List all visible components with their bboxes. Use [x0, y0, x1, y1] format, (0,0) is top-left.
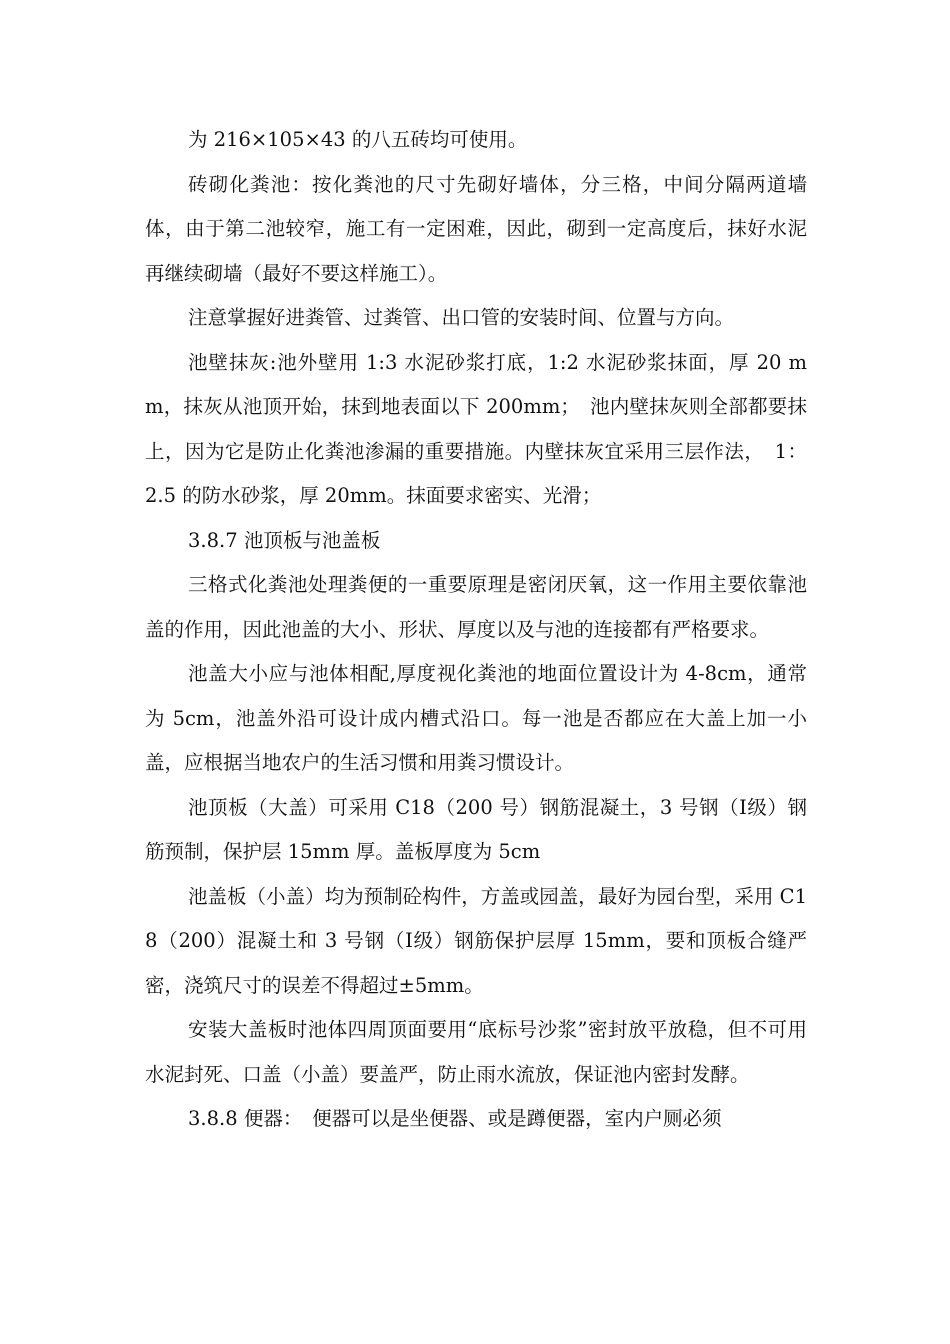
paragraph-top-slab: 池顶板（大盖）可采用 C18（200 号）钢筋混凝土，3 号钢（Ⅰ级）钢筋预制，保护层 15mm 厚。盖板厚度为 5cm — [145, 795, 807, 863]
paragraph-cover-install: 安装大盖板时池体四周顶面要用“底标号沙浆”密封放平放稳，但不可用水泥封死、口盖（小盖）要盖严，防止雨水流放，保证池内密封发酵。 — [145, 1018, 807, 1086]
paragraph-cover-size: 池盖大小应与池体相配,厚度视化粪池的地面位置设计为 4-8cm，通常为 5cm，池盖外沿可设计成内槽式沿口。每一池是否都应在大盖上加一小盖，应根据当地农户的生活习惯和用粪习惯设计。 — [145, 662, 807, 774]
paragraph-brick-tank: 砖砌化粪池：按化粪池的尺寸先砌好墙体，分三格，中间分隔两道墙体，由于第二池较窄，施工有一定困难，因此，砌到一定高度后，抹好水泥再继续砌墙（最好不要这样施工）。 — [145, 172, 807, 285]
paragraph-pipe-install: 注意掌握好进粪管、过粪管、出口管的安装时间、位置与方向。 — [188, 306, 735, 329]
paragraph-wall-plaster: 池壁抹灰:池外壁用 1:3 水泥砂浆打底，1:2 水泥砂浆抹面，厚 20 mm，抹灰从池顶开始，抹到地表面以下 200mm； 池内壁抹灰则全部都要抹上，因为它是防止化粪池渗漏的重要措施。内壁抹灰宜采用三层作法， 1：2.5 的防水砂浆，厚 20mm。抹面要求密实、光滑； — [145, 350, 807, 507]
paragraph-anaerobic-principle: 三格式化粪池处理粪便的一重要原理是密闭厌氧，这一作用主要依靠池盖的作用，因此池盖的大小、形状、厚度以及与池的连接都有严格要求。 — [145, 573, 807, 641]
paragraph-small-cover: 池盖板（小盖）均为预制砼构件，方盖或园盖，最好为园台型，采用 C18（200）混凝土和 3 号钢（Ⅰ级）钢筋保护层厚 15mm，要和顶板合缝严密，浇筑尺寸的误差不得超过±5mm。 — [145, 884, 807, 997]
section-heading-3-8-8: 3.8.8 便器： 便器可以是坐便器、或是蹲便器，室内户厕必须 — [188, 1107, 722, 1130]
paragraph-brick-size: 为 216×105×43 的八五砖均可使用。 — [188, 128, 528, 151]
document-body — [145, 118, 807, 1142]
section-heading-3-8-7: 3.8.7 池顶板与池盖板 — [188, 528, 381, 552]
